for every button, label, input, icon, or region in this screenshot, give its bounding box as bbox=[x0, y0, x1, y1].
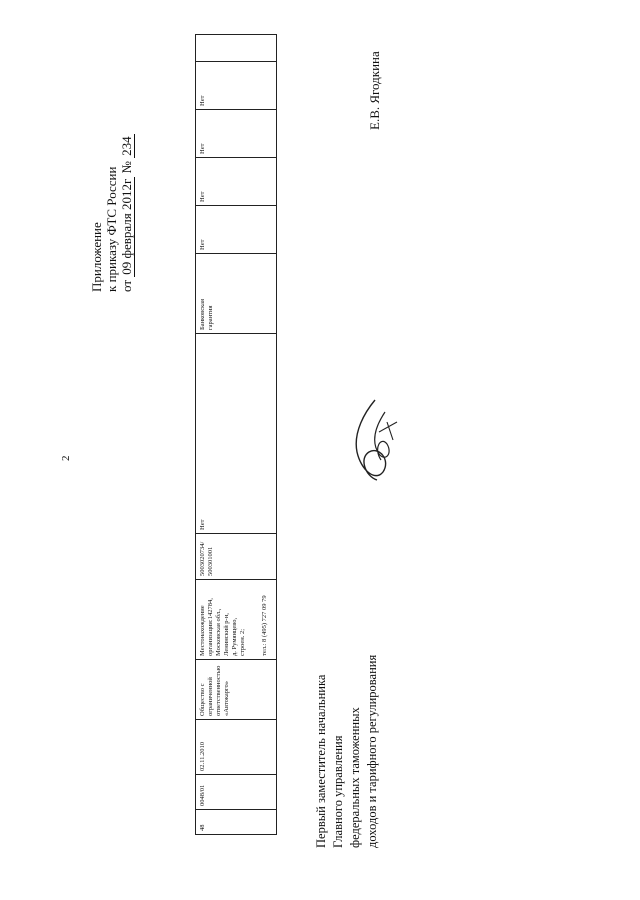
cell-address: Местонахождение организации:142784, Московская обл., Ленинский р-н, д. Румянцево, строен. 2; тел.: 8 (495) 727 09 79 bbox=[196, 580, 277, 660]
appendix-date-line bbox=[119, 134, 134, 292]
cell-col-11: Нет bbox=[196, 62, 277, 110]
cell-col-10: Нет bbox=[196, 110, 277, 158]
cell-guarantee: Банковская гарантия bbox=[196, 254, 277, 334]
appendix-header bbox=[89, 134, 134, 292]
number-prefix: № bbox=[119, 161, 134, 174]
phone: тел.: 8 (495) 727 09 79 bbox=[261, 595, 268, 656]
table-row bbox=[196, 35, 277, 835]
cell-organization: Общество с ограниченной ответственностью «Автокарго» bbox=[196, 660, 277, 720]
order-date: 09 февраля 2012г bbox=[119, 178, 134, 275]
page-number: 2 bbox=[60, 455, 72, 461]
cell-date: 02.11.2010 bbox=[196, 720, 277, 775]
appendix-title: Приложение bbox=[89, 222, 104, 292]
cell-empty bbox=[196, 35, 277, 62]
appendix-order-ref: к приказу ФТС России bbox=[104, 166, 119, 292]
registry-table-wrapper bbox=[195, 34, 277, 835]
date-prefix: от bbox=[119, 279, 134, 292]
cell-reg-number: 0048/01 bbox=[196, 775, 277, 810]
order-number: 234 bbox=[119, 136, 134, 156]
cell-col-9: Нет bbox=[196, 158, 277, 206]
signatory-name: Е.В. Ягодкина bbox=[367, 51, 382, 130]
cell-col-6: Нет bbox=[196, 334, 277, 534]
signatory-position: Первый заместитель начальника Главного управления федеральных таможенных доходов и тарифного регулирования bbox=[314, 654, 379, 848]
registry-table bbox=[195, 34, 277, 835]
cell-inn-kpp: 5003020734/ 500301001 bbox=[196, 534, 277, 580]
handwritten-signature bbox=[335, 392, 405, 492]
cell-col-8: Нет bbox=[196, 206, 277, 254]
cell-number: 48 bbox=[196, 810, 277, 835]
